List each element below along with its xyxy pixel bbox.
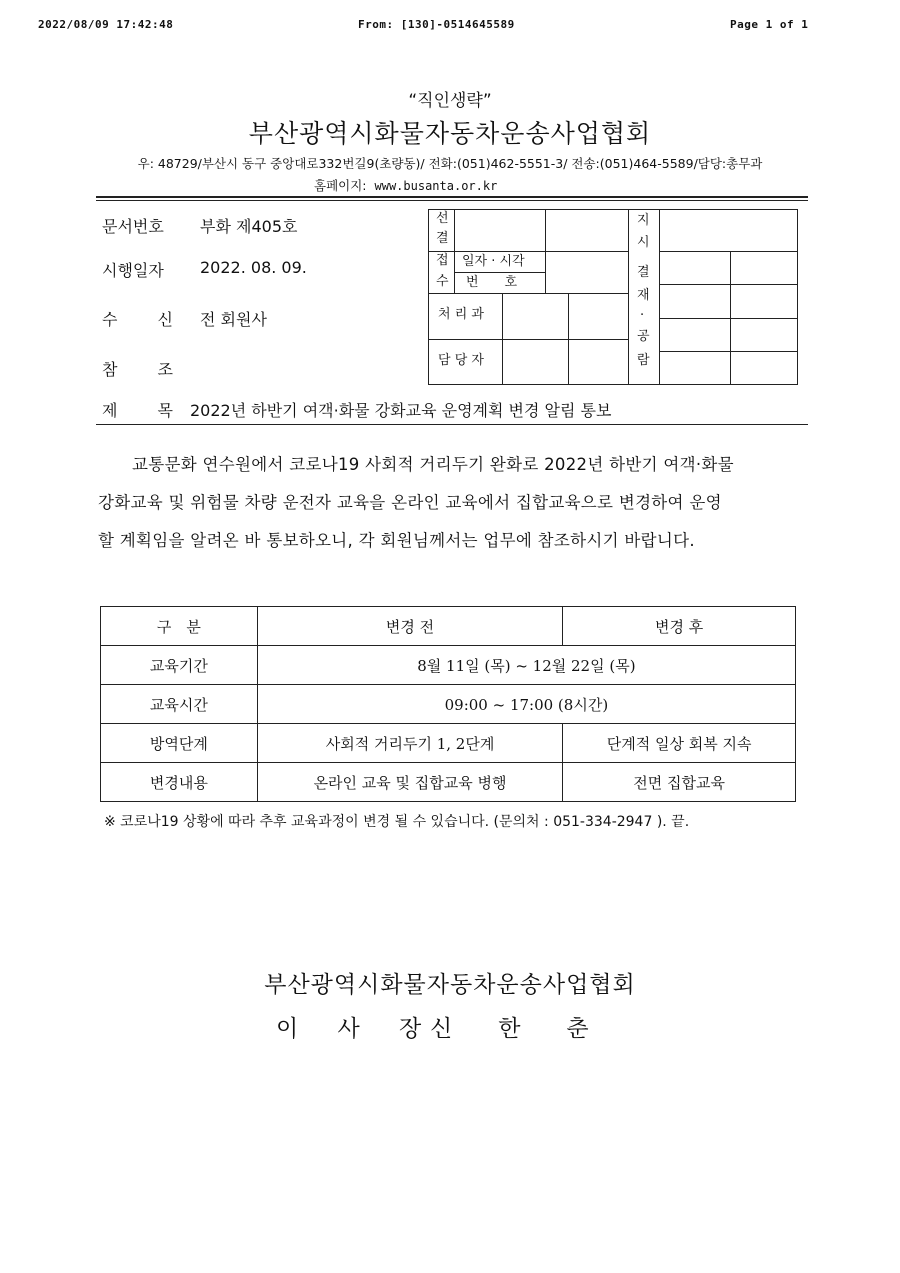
approval-gyeol2: 결 <box>637 265 650 280</box>
fax-page: Page 1 of 1 <box>730 18 809 31</box>
header-before: 변경 전 <box>257 607 563 646</box>
table-row <box>101 646 796 685</box>
homepage-url[interactable]: www.busanta.or.kr <box>374 179 498 193</box>
row-label: 변경내용 <box>101 763 258 802</box>
table-row <box>101 685 796 724</box>
approval-datetime: 일자 · 시각 <box>462 254 525 269</box>
org-name: 부산광역시화물자동차운송사업협회 <box>248 119 652 148</box>
table-row <box>101 763 796 802</box>
cell-after: 단계적 일상 회복 지속 <box>563 724 796 763</box>
education-period: 8월 11일 (목) ~ 12월 22일 (목) <box>257 646 795 685</box>
approval-number: 번 호 <box>466 275 518 290</box>
fax-datetime: 2022/08/09 17:42:48 <box>38 18 174 31</box>
cell-after: 전면 집합교육 <box>563 763 796 802</box>
approval-jeop: 접 <box>436 253 449 268</box>
approval-ji: 지 <box>637 213 650 228</box>
approval-ram: 람 <box>637 353 650 368</box>
row-label: 교육기간 <box>101 646 258 685</box>
header-rule-top <box>96 196 808 198</box>
table-header-row <box>101 607 796 646</box>
header-rule-bottom <box>96 200 808 201</box>
chair-name: 신 한 춘 <box>430 1016 589 1042</box>
homepage <box>314 176 497 194</box>
approval-person-in-charge: 담 당 자 <box>438 353 484 368</box>
motto: “직인생략” <box>408 91 492 111</box>
table-row <box>101 724 796 763</box>
approval-gyeol: 결 <box>436 231 449 246</box>
header-category: 구 분 <box>101 607 258 646</box>
cell-before: 온라인 교육 및 집합교육 병행 <box>257 763 563 802</box>
row-label: 방역단계 <box>101 724 258 763</box>
education-hours: 09:00 ~ 17:00 (8시간) <box>257 685 795 724</box>
subject: 2022년 하반기 여객·화물 강화교육 운영계획 변경 알림 통보 <box>190 401 612 420</box>
body-line-3: 할 계획임을 알려온 바 통보하오니, 각 회원님께서는 업무에 참조하시기 바랍니다. <box>98 531 695 550</box>
date-label: 시행일자 <box>102 261 164 280</box>
signature-org: 부산광역시화물자동차운송사업협회 <box>264 972 636 998</box>
approval-gong: 공 <box>637 329 650 344</box>
approval-jae: 재 <box>637 288 650 303</box>
chair-title: 이 사 장 <box>276 1016 438 1042</box>
body-line-1: 교통문화 연수원에서 코로나19 사회적 거리두기 완화로 2022년 하반기 여객·화물 <box>132 455 734 474</box>
cell-before: 사회적 거리두기 1, 2단계 <box>257 724 563 763</box>
doc-no-label: 문서번호 <box>102 217 164 236</box>
fax-from: From: [130]-0514645589 <box>358 18 515 31</box>
date-value: 2022. 08. 09. <box>200 258 307 277</box>
homepage-label: 홈페이지: <box>314 178 367 193</box>
address: 우: 48729/부산시 동구 중앙대로332번길9(초량동)/ 전화:(051)462-5551-3/ 전송:(051)464-5589/담당:총무과 <box>137 156 763 171</box>
recipient-label: 수 신 <box>102 310 185 329</box>
approval-processing-dept: 처 리 과 <box>438 307 484 322</box>
approval-su: 수 <box>436 274 449 289</box>
doc-no: 부화 제405호 <box>200 217 298 236</box>
approval-seon: 선 <box>436 211 449 226</box>
approval-dot: · <box>640 308 645 323</box>
row-label: 교육시간 <box>101 685 258 724</box>
recipient: 전 회원사 <box>200 310 267 329</box>
body-line-2: 강화교육 및 위험물 차량 운전자 교육을 온라인 교육에서 집합교육으로 변경하여 운영 <box>98 493 722 512</box>
header-after: 변경 후 <box>563 607 796 646</box>
schedule-table <box>100 606 796 802</box>
approval-si: 시 <box>637 235 650 250</box>
subject-label: 제 목 <box>102 401 185 420</box>
subject-rule <box>96 424 808 425</box>
reference-label: 참 조 <box>102 360 185 379</box>
note: ※ 코로나19 상황에 따라 추후 교육과정이 변경 될 수 있습니다. (문의처 : 051-334-2947 ). 끝. <box>104 814 690 830</box>
